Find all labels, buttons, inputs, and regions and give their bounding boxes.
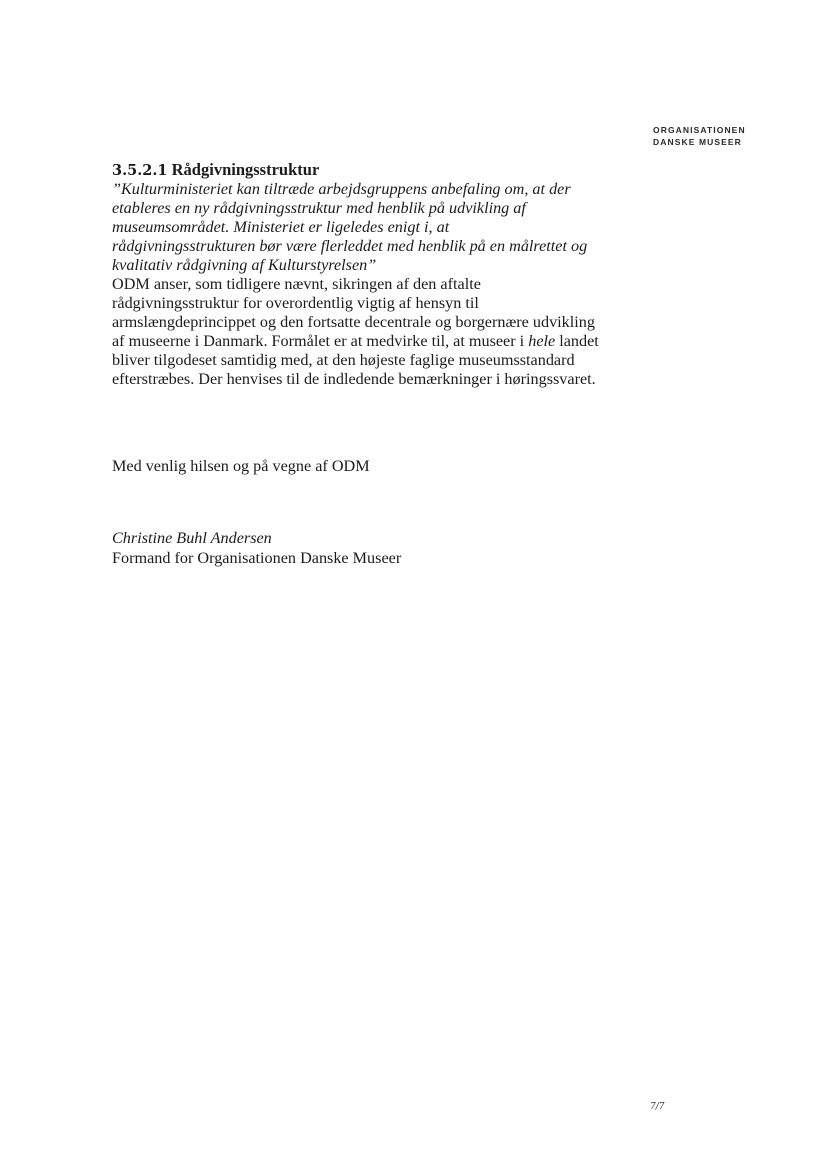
ministry-quote [112, 180, 612, 275]
body-line: rådgivningsstruktur for overordentlig vigtig af hensyn til [112, 294, 479, 312]
quote-line: museumsområdet. Ministeriet er ligeledes enigt i, at [112, 218, 450, 236]
emphasis-hele: hele [528, 332, 556, 350]
signatory-title: Formand for Organisationen Danske Museer [112, 549, 402, 567]
quote-line: etableres en ny rådgivningsstruktur med henblik på udvikling af [112, 199, 526, 217]
body-line: bliver tilgodeset samtidig med, at den højeste faglige museumsstandard [112, 351, 575, 369]
quote-line: kvalitativ rådgivning af Kulturstyrelsen” [112, 256, 377, 274]
body-line: armslængdeprincippet og den fortsatte decentrale og borgernære udvikling [112, 313, 595, 331]
section-heading [112, 160, 612, 180]
signatory-name: Christine Buhl Andersen [112, 529, 272, 547]
body-line: ODM anser, som tidligere nævnt, sikringen af den aftalte [112, 275, 481, 293]
body-line: efterstræbes. Der henvises til de indledende bemærkninger i høringssvaret. [112, 370, 596, 388]
body-line [112, 332, 612, 351]
body-line-text: landet [559, 332, 599, 350]
page-number: 7/7 [650, 1102, 665, 1112]
quote-line: ”Kulturministeriet kan tiltræde arbejdsgruppens anbefaling om, at der [112, 180, 571, 198]
response-paragraph [112, 275, 612, 389]
section-number: 3.5.2.1 [112, 162, 168, 179]
closing-greeting: Med venlig hilsen og på vegne af ODM [112, 457, 370, 475]
quote-line: rådgivningsstrukturen bør være flerleddet med henblik på en målrettet og [112, 237, 588, 255]
letterhead-line-1: ORGANISATIONEN [653, 125, 746, 135]
letterhead-line-2: DANSKE MUSEER [653, 137, 742, 147]
section-content [112, 160, 612, 389]
letterhead-logo [653, 124, 746, 148]
section-title: Rådgivningsstruktur [171, 160, 320, 179]
body-line-text: af museerne i Danmark. Formålet er at medvirke til, at museer i [112, 332, 525, 350]
